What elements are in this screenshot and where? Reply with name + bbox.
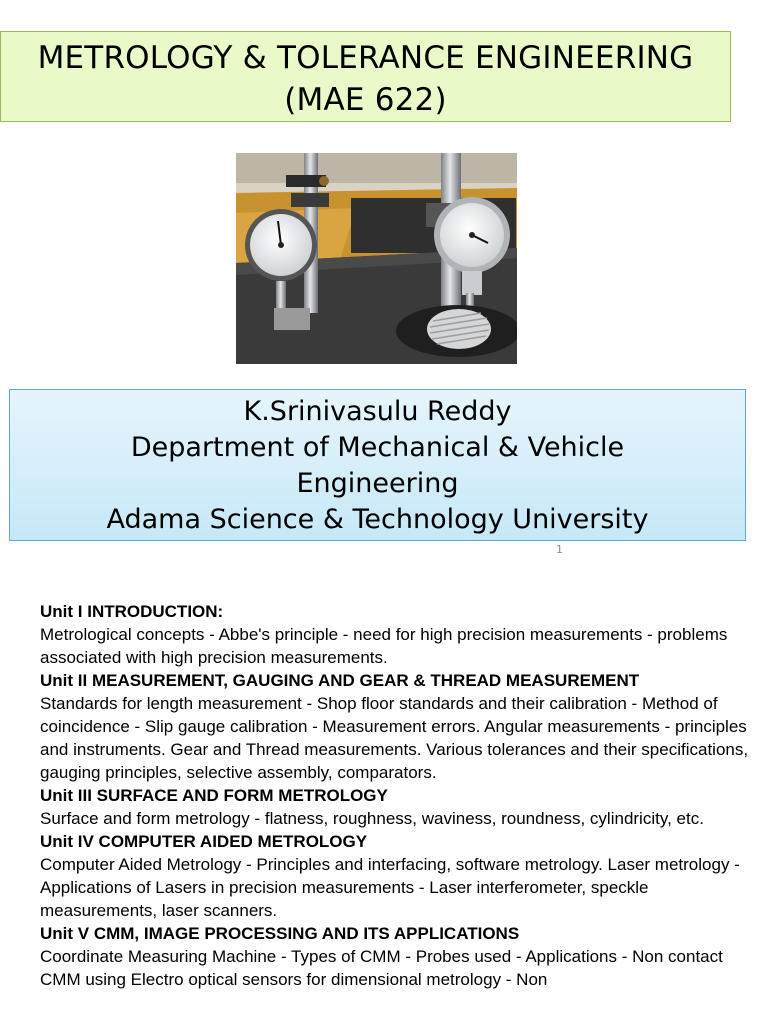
slide-number: 1 — [556, 543, 563, 556]
unit-2-title: Unit II MEASUREMENT, GAUGING AND GEAR & THREAD MEASUREMENT — [40, 671, 640, 690]
department-line-1: Department of Mechanical & Vehicle — [130, 432, 625, 463]
unit-4-body: Computer Aided Metrology - Principles and interfacing, software metrology. Laser metrology - Applications of Lasers in precision measurements - Laser interferometer, speckle measurements, laser scanners. — [40, 855, 740, 920]
course-code: (MAE 622) — [284, 82, 447, 118]
unit-3-body: Surface and form metrology - flatness, roughness, waviness, roundness, cylindricity, etc. — [40, 809, 704, 828]
unit-5-body: Coordinate Measuring Machine - Types of CMM - Probes used - Applications - Non contact CMM using Electro optical sensors for dimensional metrology - Non — [40, 947, 723, 989]
university-name: Adama Science & Technology University — [106, 504, 649, 535]
unit-2-body: Standards for length measurement - Shop floor standards and their calibration - Method of coincidence - Slip gauge calibration - Measurement errors. Angular measurements - principles and instruments. Gear and Thread measurements. Various tolerances and their specifications, gauging principles, selective assembly, comparators. — [40, 694, 749, 782]
unit-1-title: Unit I INTRODUCTION: — [40, 602, 224, 621]
course-title: METROLOGY & TOLERANCE ENGINEERING — [37, 40, 694, 76]
unit-5-title: Unit V CMM, IMAGE PROCESSING AND ITS APPLICATIONS — [40, 924, 520, 943]
author-box — [9, 389, 746, 541]
unit-1-body: Metrological concepts - Abbe's principle - need for high precision measurements - problems associated with high precision measurements. — [40, 625, 728, 667]
title-box — [0, 31, 731, 122]
unit-3-title: Unit III SURFACE AND FORM METROLOGY — [40, 786, 388, 805]
unit-4-title: Unit IV COMPUTER AIDED METROLOGY — [40, 832, 368, 851]
department-line-2: Engineering — [296, 468, 459, 499]
author-name: K.Srinivasulu Reddy — [243, 396, 512, 427]
syllabus — [40, 600, 750, 991]
dial-indicator-photo — [236, 153, 517, 364]
